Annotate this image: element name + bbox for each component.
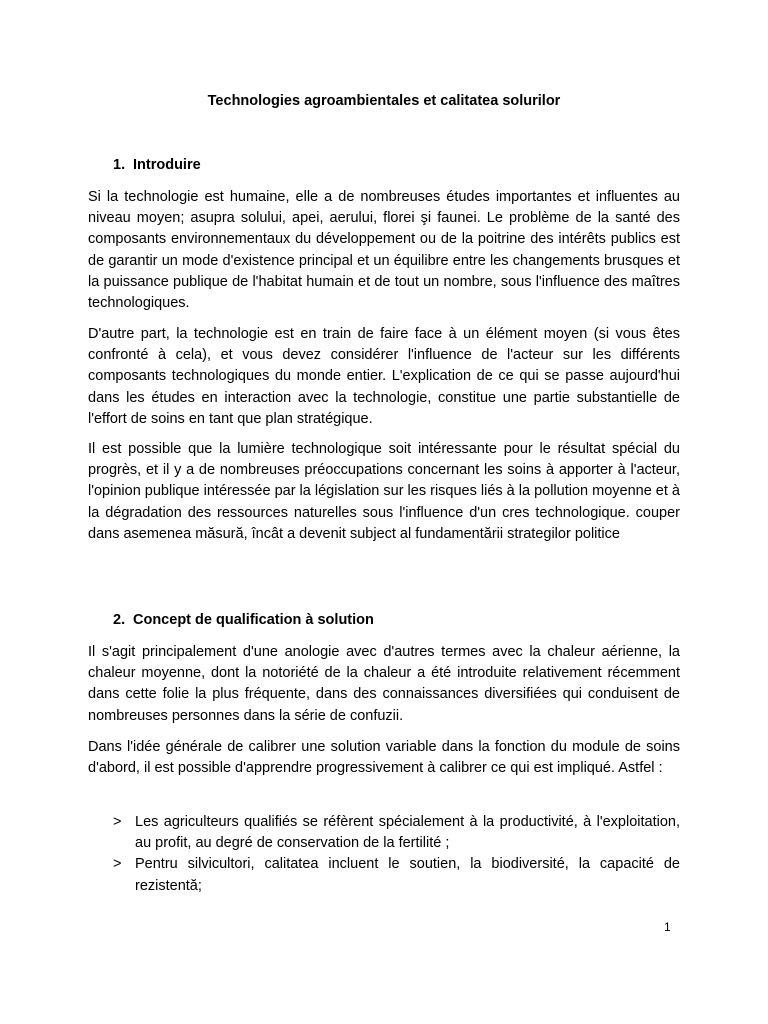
section-heading-2 <box>113 612 374 628</box>
section-number-2: 2. <box>113 612 126 628</box>
paragraph-1-3: Il est possible que la lumière technologique soit intéressante pour le résultat spécial du progrès, et il y a de nombreuses préoccupations concernant les soins à apporter à l'acteur, l'opinion publique intéressée par la législation sur les risques liés à la pollution moyenne et à la dégradation des ressources naturelles sous l'influence d'un cres technologique. couper dans asemenea măsură, încât a devenit subject al fundamentării strategilor politice <box>88 441 680 542</box>
list-item-text: Les agriculteurs qualifiés se réfèrent spécialement à la productivité, à l'exploitation, au profit, au degré de conservation de la fertilité ; <box>135 814 680 852</box>
list-item-text: Pentru silvicultori, calitatea incluent le soutien, la biodiversité, la capacité de rezistentă; <box>135 856 680 894</box>
section-title-2: Concept de qualification à solution <box>133 612 374 628</box>
paragraph-2-1: Il s'agit principalement d'une anologie avec d'autres termes avec la chaleur aérienne, la chaleur moyenne, dont la notoriété de la chaleur a été introduite relativement récemment dans cette folie la plus fréquente, dans des connaissances diversifiées qui conduisent de nombreuses personnes dans la série de confuzii. <box>88 644 680 724</box>
section-heading-1 <box>113 157 201 173</box>
paragraph-1-1: Si la technologie est humaine, elle a de nombreuses études importantes et influentes au niveau moyen; asupra solului, apei, aerului, florei şi faunei. Le problème de la santé des composants environnementaux du développement ou de la poitrine des intérêts publics est de garantir un mode d'existence principal et un équilibre entre les changements brusques et la puissance publique de l'habitat humain et de tout un nombre, sous l'influence des maîtres technologiques. <box>88 189 680 312</box>
list-item <box>88 854 680 896</box>
page-number: 1 <box>664 920 671 934</box>
section-number-1: 1. <box>113 157 126 173</box>
bullet-marker: > <box>113 856 122 873</box>
bullet-list <box>88 812 680 897</box>
paragraph-1-2: D'autre part, la technologie est en train de faire face à un élément moyen (si vous êtes confronté à cela), et vous devez considérer l'influence de l'acteur sur les différents composants technologiques du monde entier. L'explication de ce qui se passe aujourd'hui dans les études en interaction avec la technologie, constitue une partie substantielle de l'effort de soins en tant que plan stratégique. <box>88 326 680 427</box>
bullet-marker: > <box>113 814 122 830</box>
paragraph-2-2: Dans l'idée générale de calibrer une solution variable dans la fonction du module de soins d'abord, il est possible d'apprendre progressivement à calibrer ce qui est impliqué. Astfel : <box>88 739 680 777</box>
section-title-1: Introduire <box>133 157 201 173</box>
document-title: Technologies agroambientales et calitatea solurilor <box>207 93 561 109</box>
list-item <box>88 812 680 854</box>
